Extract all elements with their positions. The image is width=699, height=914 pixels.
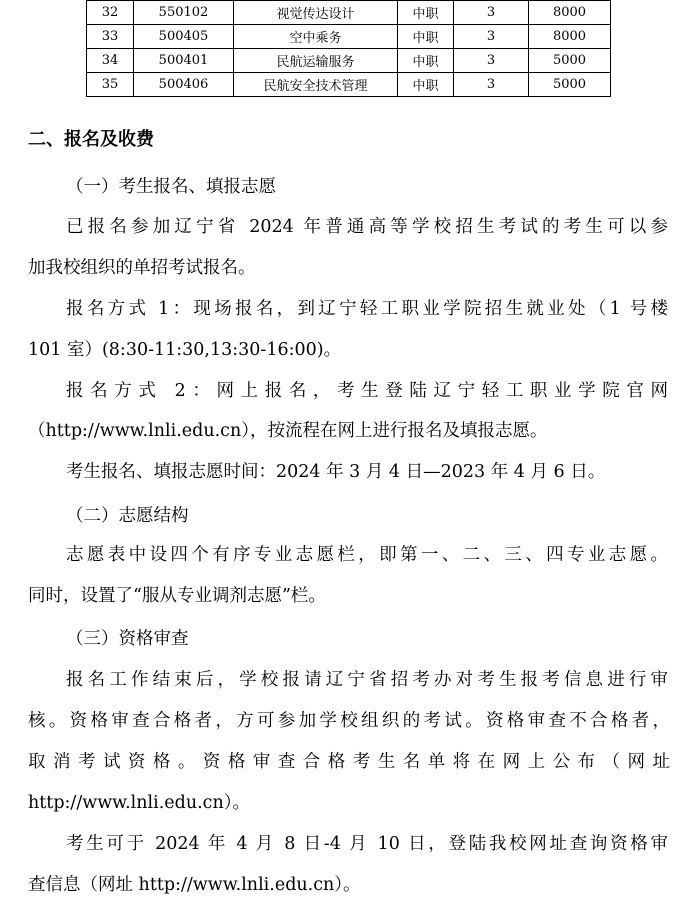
section-heading: 二、报名及收费 (28, 129, 154, 150)
cell-major-name: 空中乘务 (234, 25, 398, 49)
paragraph-line: 考生报名、填报志愿时间：2024 年 3 月 4 日—2023 年 4 月 6 日。 (66, 462, 606, 482)
cell-major-name: 民航安全技术管理 (234, 73, 398, 97)
cell-fee: 8000 (529, 25, 611, 49)
paragraph-line: 核。资格审查合格者，方可参加学校组织的考试。资格审查不合格者， (28, 711, 670, 731)
cell-level: 中职 (398, 25, 454, 49)
cell-major-name: 视觉传达设计 (234, 1, 398, 25)
cell-level: 中职 (398, 1, 454, 25)
paragraph-line: 已报名参加辽宁省 2024 年普通高等学校招生考试的考生可以参 (66, 217, 668, 237)
cell-level: 中职 (398, 49, 454, 73)
cell-fee: 5000 (529, 49, 611, 73)
paragraph-line: 志愿表中设四个有序专业志愿栏，即第一、二、三、四专业志愿。 (66, 545, 668, 565)
cell-years: 3 (454, 49, 529, 73)
subsection-heading: （二）志愿结构 (66, 506, 189, 526)
cell-years: 3 (454, 73, 529, 97)
paragraph-line: 101 室）(8:30-11:30,13:30-16:00)。 (28, 340, 342, 360)
cell-fee: 5000 (529, 73, 611, 97)
paragraph-line: 考生可于 2024 年 4 月 8 日-4 月 10 日，登陆我校网址查询资格审 (66, 834, 668, 854)
cell-code: 550102 (134, 1, 234, 25)
paragraph-line: （http://www.lnli.edu.cn），按流程在网上进行报名及填报志愿。 (28, 421, 548, 441)
cell-level: 中职 (398, 73, 454, 97)
cell-no: 32 (87, 1, 134, 25)
paragraph-line: 报名方式 2：网上报名，考生登陆辽宁轻工职业学院官网 (66, 381, 668, 401)
cell-code: 500405 (134, 25, 234, 49)
paragraph-line: 报名方式 1：现场报名，到辽宁轻工职业学院招生就业处（1 号楼 (66, 299, 668, 319)
cell-no: 34 (87, 49, 134, 73)
cell-code: 500401 (134, 49, 234, 73)
table-row (87, 1, 611, 25)
paragraph-line: 加我校组织的单招考试报名。 (28, 258, 256, 278)
cell-years: 3 (454, 1, 529, 25)
major-table (86, 0, 611, 97)
paragraph-line: http://www.lnli.edu.cn）。 (28, 793, 250, 813)
table-row (87, 25, 611, 49)
paragraph-line: 取消考试资格。资格审查合格考生名单将在网上公布（网址 (28, 752, 670, 772)
paragraph-line: 报名工作结束后，学校报请辽宁省招考办对考生报考信息进行审 (66, 670, 668, 690)
subsection-heading: （三）资格审查 (66, 629, 189, 649)
paragraph-line: 同时，设置了“服从专业调剂志愿”栏。 (28, 586, 326, 606)
cell-major-name: 民航运输服务 (234, 49, 398, 73)
cell-years: 3 (454, 25, 529, 49)
cell-fee: 8000 (529, 1, 611, 25)
cell-no: 33 (87, 25, 134, 49)
table-row (87, 49, 611, 73)
subsection-heading: （一）考生报名、填报志愿 (66, 177, 276, 197)
paragraph-line: 查信息（网址 http://www.lnli.edu.cn）。 (28, 875, 361, 895)
cell-no: 35 (87, 73, 134, 97)
table-row (87, 73, 611, 97)
cell-code: 500406 (134, 73, 234, 97)
